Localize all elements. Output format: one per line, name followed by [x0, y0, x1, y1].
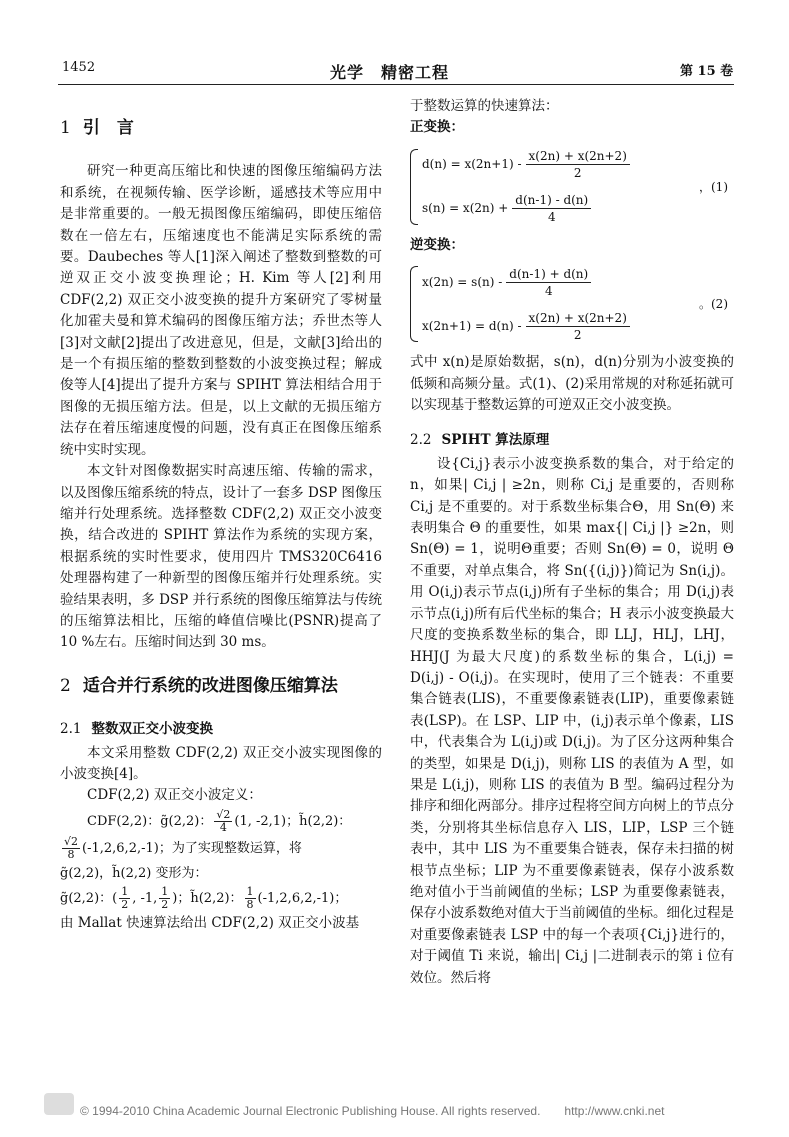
- paragraph-wavelet-intro: 本文采用整数 CDF(2,2) 双正交小波实现图像的小波变换[4]。: [60, 744, 382, 782]
- right-column: [410, 96, 734, 989]
- page-number: 1452: [62, 60, 96, 75]
- paragraph-where: 式中 x(n)是原始数据，s(n)，d(n)分别为小波变换的低频和高频分量。式(1)、(2)采用常规的对称延拓就可以实现基于整数运算的可逆双正交小波变换。: [410, 354, 734, 414]
- formula-text: (-1,2,6,2,-1)；为了实现整数运算，将: [82, 840, 302, 856]
- fraction: [159, 886, 170, 911]
- left-column: [60, 96, 382, 935]
- fraction: [526, 148, 630, 181]
- equation-lhs: s(n) = x(2n) +: [422, 201, 509, 216]
- numerator: d(n-1) - d(n): [512, 192, 591, 209]
- numerator: √2: [64, 834, 79, 848]
- denominator: 4: [544, 283, 553, 298]
- subsection-number: 2.1: [60, 721, 82, 738]
- subsection-title: SPIHT 算法原理: [441, 432, 550, 449]
- formula-h-def: [60, 836, 382, 861]
- equation-row: [422, 187, 734, 231]
- paragraph-spiht: 设{Ci,j}表示小波变换系数的集合，对于给定的 n，如果| Ci,j | ≥2n，则称 Ci,j 是重要的，否则称 Ci,j 是不重要的。对于系数坐标集合Θ，用 Sn(Θ) 来表明集合 Θ 的重要性，如果 max{| Ci,j |} ≥2n，则 Sn(Θ) = 1，说明Θ重要；否则 Sn(Θ) = 0，说明 Θ 不重要，对单点集合，将 Sn({(i,j)})简记为 Sn(i,j)。用 O(i,j)表示节点(i,j)所有子坐标的集合；用 D(i,j)表示节点(i,j)所有后代坐标的集合；H 表示小波变换最大尺度的变换系数坐标的集合，即 LLJ，HLJ，LHJ，HHJ(J 为最大尺度)的系数坐标的集合，L(i,j) = D(i,j) - O(i,j)。在实现时，使用了三个链表：不重要集合链表(LIS)，不重要像素链表(LIP)，重要像素链表(LSP)。在 LSP、LIP 中，(i,j)表示单个像素，LIS 中，代表集合为 L(i,j)或 D(i,j)。为了区分这两种集合的类型，如果是 D(i,j)，则称 LIS 的表值为 A 型，如果是 L(i,j)，则称 LIS 的表值为 B 型。编码过程分为排序和细化两部分。排序过程将空间方向树上的节点分类，分别将其坐标信息存入 LIS，LIP，LSP 三个链表中，其中 LIS 为不重要集合链表，保存未扫描的树根节点坐标；LIP 为不重要像素链表，保存小波系数绝对值小于当前阈值的坐标；LSP 为重要像素链表，保存小波系数绝对值大于当前阈值的坐标。细化过程是对重要像素链表 LSP 中的每一个表项{Ci,j}进行的，对于阈值 Ti 来说，输出| Ci,j |二进制表示的第 i 位有效位。然后将: [410, 455, 734, 986]
- numerator: x(2n) + x(2n+2): [526, 310, 630, 327]
- equation-lhs: d(n) = x(2n+1) -: [422, 157, 522, 172]
- copyright-footer: © 1994-2010 China Academic Journal Electronic Publishing House. All rights reserved. http://www.cnki.net: [80, 1104, 665, 1118]
- section-title: 适合并行系统的改进图像压缩算法: [82, 675, 338, 696]
- subsection-number: 2.2: [410, 432, 432, 449]
- fraction: [62, 836, 80, 861]
- denominator: 8: [246, 898, 254, 912]
- equation-system-1: [410, 143, 734, 231]
- brace: [410, 266, 418, 342]
- fraction: [214, 809, 232, 834]
- header-rule: [58, 84, 734, 85]
- paragraph-definition: CDF(2,2) 双正交小波定义：: [87, 787, 262, 804]
- section-number: 1: [60, 118, 71, 138]
- equation-system-2: [410, 260, 734, 348]
- equation-lhs: x(2n+1) = d(n) -: [422, 318, 522, 333]
- denominator: 8: [67, 847, 75, 861]
- fraction: [119, 886, 130, 911]
- volume-label: 第 15 卷: [680, 64, 734, 79]
- fraction: [506, 266, 591, 299]
- subsection-2-1-heading: [60, 719, 382, 740]
- intro-paragraph-2: 本文针对图像数据实时高速压缩、传输的需求，以及图像压缩系统的特点，设计了一套多 DSP 图像压缩并行处理系统。选择整数 CDF(2,2) 双正交小波变换，结合改进的 SPIHT 算法作为系统的实现方案，根据系统的实时性要求，使用四片 TMS320C6416 处理器构建了一种新型的图像压缩并行处理系统。实验结果表明，多 DSP 并行系统的图像压缩算法与传统的压缩算法相比，压缩的峰值信噪比(PSNR)提高了 10 %左右。压缩时间达到 30 ms。: [60, 463, 382, 651]
- numerator: x(2n) + x(2n+2): [526, 148, 630, 165]
- denominator: 2: [161, 898, 169, 912]
- equation-row: [422, 304, 734, 348]
- numerator: 1: [161, 885, 169, 899]
- formula-integer-def: [60, 886, 382, 911]
- section-number: 2: [60, 675, 71, 696]
- forward-transform-label: 正变换：: [410, 119, 464, 136]
- denominator: 2: [121, 898, 129, 912]
- formula-text: (-1,2,6,2,-1)；: [257, 891, 348, 907]
- denominator: 2: [573, 166, 582, 181]
- formula-transform-intro: g̃(2,2)，h̃(2,2) 变形为：: [60, 865, 208, 881]
- paragraph-mallat: 由 Mallat 快速算法给出 CDF(2,2) 双正交小波基: [60, 915, 360, 932]
- formula-text: (1, -2,1)；h̃(2,2)：: [234, 813, 352, 829]
- journal-title: 光学 精密工程: [330, 63, 450, 82]
- formula-text: )；h̃(2,2)：: [172, 891, 243, 907]
- formula-text: CDF(2,2)：g̃(2,2)：: [87, 813, 213, 829]
- paragraph-continued: 于整数运算的快速算法：: [410, 98, 559, 114]
- equation-lhs: x(2n) = s(n) -: [422, 274, 503, 289]
- numerator: 1: [121, 885, 129, 899]
- equation-row: [422, 260, 734, 304]
- equation-number: ，(1): [699, 179, 728, 194]
- formula-text: , -1,: [132, 891, 158, 907]
- intro-paragraph-1: 研究一种更高压缩比和快速的图像压缩编码方法和系统，在视频传输、医学诊断，遥感技术等应用中是非常重要的。一般无损图像压缩编码，即使压缩倍数在一倍左右，压缩速度也不能满足实际系统的需要。Daubeches 等人[1]深入阐述了整数到整数的可逆双正交小波变换理论；H. Kim 等人[2]利用 CDF(2,2) 双正交小波变换的提升方案研究了零树量化加霍夫曼和算术编码的图像压缩方法；乔世杰等人[3]对文献[2]提出了改进意见，但是，文献[3]给出的是一个有损压缩的整数到整数的小波变换过程；解成俊等人[4]提出了提升方案与 SPIHT 算法相结合用于图像的无损压缩方法。但是，以上文献的无损压缩方法存在着压缩速度慢的问题，没有真正在图像压缩系统中实时实现。: [60, 163, 382, 458]
- denominator: 2: [573, 327, 582, 342]
- section-1-heading: [60, 118, 382, 139]
- section-2-heading: [60, 676, 382, 697]
- denominator: 4: [219, 820, 227, 834]
- numerator: 1: [246, 885, 254, 899]
- fraction: [526, 310, 630, 343]
- brace: [410, 149, 418, 225]
- subsection-2-2-heading: [410, 430, 734, 451]
- inverse-transform-label: 逆变换：: [410, 236, 464, 253]
- denominator: 4: [547, 210, 556, 225]
- equation-number: 。(2): [699, 297, 728, 312]
- section-title: 引 言: [82, 118, 134, 138]
- fraction: [512, 192, 591, 225]
- numerator: d(n-1) + d(n): [506, 266, 591, 283]
- numerator: √2: [216, 807, 231, 821]
- equation-row: [422, 143, 734, 187]
- fraction: [245, 886, 256, 911]
- formula-text: g̃(2,2)：(: [60, 891, 118, 907]
- formula-cdf-def: [60, 809, 382, 834]
- publisher-logo-icon: [44, 1093, 74, 1115]
- subsection-title: 整数双正交小波变换: [91, 721, 213, 738]
